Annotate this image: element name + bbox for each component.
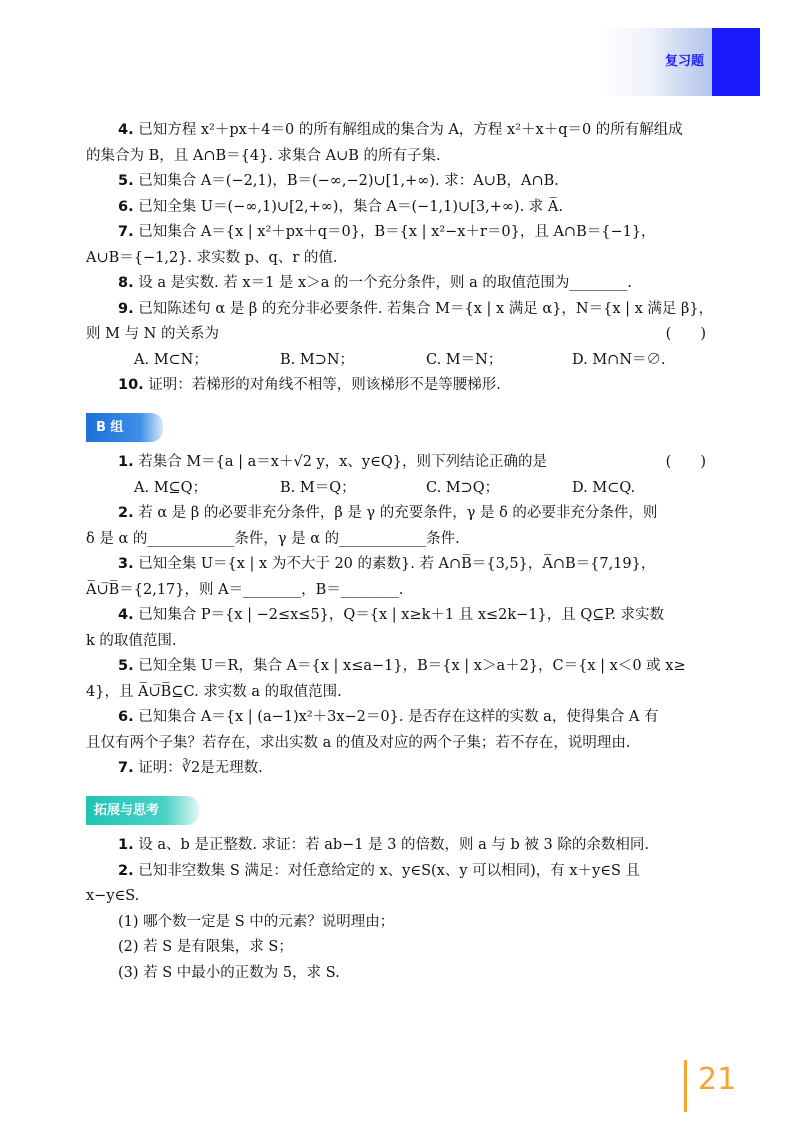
problem-t2-sub2: (2) 若 S 是有限集，求 S； — [118, 939, 293, 955]
page-number-bar — [684, 1060, 687, 1112]
problem-b1: 1. 若集合 M＝{a | a＝x＋√2 y，x、y∈Q}，则下列结论正确的是 ( ) — [86, 450, 718, 476]
option-a: A. M⊆Q； — [134, 479, 208, 496]
page-content — [86, 118, 718, 986]
option-d: D. M⊂Q. — [572, 479, 636, 496]
problem-b6: 6. 已知集合 A＝{x | (a−1)x²＋3x−2＝0}. 是否存在这样的实数 a，使得集合 A 有 — [118, 709, 659, 725]
option-d: D. M∩N＝∅. — [572, 351, 666, 368]
option-c: C. M⊃Q； — [426, 479, 500, 496]
problem-t2-cont: x−y∈S. — [86, 888, 140, 904]
problem-t1: 1. 设 a、b 是正整数. 求证：若 ab−1 是 3 的倍数，则 a 与 b 被 3 除的余数相同. — [118, 837, 649, 853]
option-a: A. M⊂N； — [134, 351, 208, 368]
problem-b5: 5. 已知全集 U＝R，集合 A＝{x | x≤a−1}，B＝{x | x＞a＋2}，C＝{x | x＜0 或 x≥ — [118, 658, 686, 674]
problem-a9-cont: 则 M 与 N 的关系为 ( ) — [86, 322, 718, 348]
section-b-tag: B 组 — [86, 413, 163, 443]
problem-a4: 4. 已知方程 x²＋px＋4＝0 的所有解组成的集合为 A，方程 x²＋x＋q＝0 的所有解组成 — [118, 122, 683, 138]
problem-b3-cont: A̅∪̅B̅＝{2,17}，则 A＝________，B＝________. — [86, 581, 404, 598]
problem-b4: 4. 已知集合 P＝{x | −2≤x≤5}，Q＝{x | x≥k＋1 且 x≤2k−1}，且 Q⊆P. 求实数 — [118, 607, 664, 623]
answer-paren: ( ) — [665, 326, 706, 342]
page-number: 21 — [698, 1062, 737, 1097]
option-b: B. M＝Q； — [280, 479, 356, 496]
problem-a6: 6. 已知全集 U＝(−∞,1)∪[2,+∞)，集合 A＝(−1,1)∪[3,+∞). 求 A̅. — [118, 198, 563, 215]
option-c: C. M＝N； — [426, 351, 503, 368]
problem-b1-options — [86, 476, 718, 502]
problem-a5: 5. 已知集合 A＝(−2,1)，B＝(−∞,−2)∪[1,+∞). 求：A∪B，A∩B. — [118, 173, 559, 189]
problem-a8: 8. 设 a 是实数. 若 x＝1 是 x＞a 的一个充分条件，则 a 的取值范围为________. — [118, 275, 632, 291]
problem-b6-cont: 且仅有两个子集？若存在，求出实数 a 的值及对应的两个子集；若不存在，说明理由. — [86, 734, 631, 751]
problem-b4-cont: k 的取值范围. — [86, 632, 177, 649]
problem-t2-sub3: (3) 若 S 中最小的正数为 5，求 S. — [118, 964, 340, 981]
section-extension-tag: 拓展与思考 — [86, 796, 199, 826]
problem-a7: 7. 已知集合 A＝{x | x²＋px＋q＝0}，B＝{x | x²−x＋r＝0}，且 A∩B＝{−1}， — [118, 224, 656, 240]
problem-b2-cont: δ 是 α 的____________条件，γ 是 α 的____________条件. — [86, 530, 460, 547]
problem-a9: 9. 已知陈述句 α 是 β 的充分非必要条件. 若集合 M＝{x | x 满足 α}，N＝{x | x 满足 β}， — [118, 300, 714, 317]
problem-b7: 7. 证明：∛2是无理数. — [118, 760, 263, 776]
problem-a7-cont: A∪B＝{−1,2}. 求实数 p、q、r 的值. — [86, 249, 338, 266]
problem-t2-sub1: (1) 哪个数一定是 S 中的元素？说明理由； — [118, 913, 395, 930]
problem-b3: 3. 已知全集 U＝{x | x 为不大于 20 的素数}. 若 A∩B̅＝{3,5}，A̅∩B＝{7,19}， — [118, 556, 656, 572]
problem-b2: 2. 若 α 是 β 的必要非充分条件，β 是 γ 的充要条件，γ 是 δ 的必要非充分条件，则 — [118, 505, 658, 521]
problem-t2: 2. 已知非空数集 S 满足：对任意给定的 x、y∈S(x、y 可以相同)，有 x＋y∈S 且 — [118, 862, 641, 879]
option-b: B. M⊃N； — [280, 351, 355, 368]
header-label: 复习题 — [665, 54, 705, 69]
problem-a9-options — [86, 348, 718, 374]
problem-a4-cont: 的集合为 B，且 A∩B＝{4}. 求集合 A∪B 的所有子集. — [86, 147, 441, 164]
problem-a10: 10. 证明：若梯形的对角线不相等，则该梯形不是等腰梯形. — [118, 377, 501, 393]
problem-b5-cont: 4}，且 A̅∪̅B̅⊆C. 求实数 a 的取值范围. — [86, 683, 342, 700]
answer-paren: ( ) — [665, 454, 706, 470]
